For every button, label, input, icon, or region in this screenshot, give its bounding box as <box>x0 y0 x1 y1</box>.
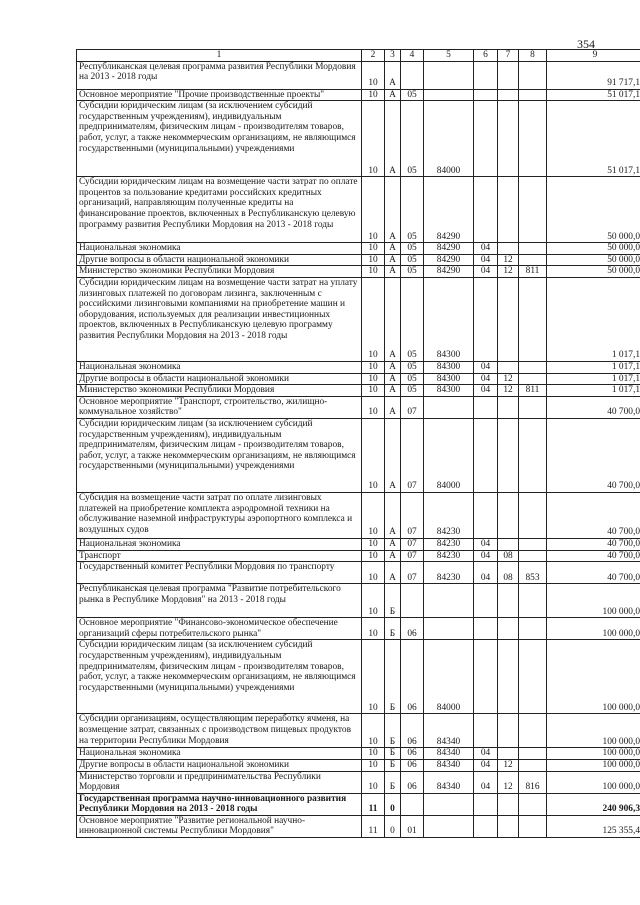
subsection-cell: 12 <box>498 266 519 278</box>
subsection-cell: 08 <box>498 562 519 584</box>
code-cell: 05 <box>401 177 424 243</box>
code-cell <box>424 396 474 418</box>
header-cell: 4 <box>401 50 424 62</box>
code-cell: 84000 <box>424 418 474 492</box>
code-cell: 84230 <box>424 562 474 584</box>
item-name-cell: Основное мероприятие "Финансово-экономическое обеспечение организаций сферы потребительского рынка" <box>77 618 362 640</box>
section-cell <box>474 177 498 243</box>
section-cell <box>474 277 498 361</box>
code-cell: 10 <box>362 492 385 538</box>
section-cell: 04 <box>474 759 498 771</box>
code-cell: 84340 <box>424 771 474 793</box>
subsection-cell: 12 <box>498 771 519 793</box>
code-cell: Б <box>385 748 401 760</box>
code-cell: 84290 <box>424 266 474 278</box>
agency-cell <box>519 714 547 748</box>
section-cell: 04 <box>474 243 498 255</box>
code-cell: 05 <box>401 254 424 266</box>
item-name-cell: Транспорт <box>77 550 362 562</box>
amount-cell: 100 000,0 <box>547 584 640 618</box>
code-cell: 0 <box>385 815 401 837</box>
code-cell: 07 <box>401 562 424 584</box>
code-cell: 10 <box>362 771 385 793</box>
item-name-cell: Субсидии юридическим лицам (за исключением субсидий государственным учреждениям), индивидуальным предпринимателям, физическим лицам - производителям товаров, работ, услуг, а также некоммерческим организациям, не являющимся государственными (муниципальными) учреждениями <box>77 101 362 177</box>
item-name-cell: Субсидии юридическим лицам (за исключением субсидий государственным учреждениям), индивидуальным предпринимателям, физическим лицам - производителям товаров, работ, услуг, а также некоммерческим организациям, не являющимся государственными (муниципальными) учреждениями <box>77 640 362 714</box>
code-cell: 11 <box>362 793 385 815</box>
section-cell: 04 <box>474 748 498 760</box>
section-cell <box>474 714 498 748</box>
subsection-cell <box>498 418 519 492</box>
amount-cell: 1 017,1 <box>547 385 640 397</box>
amount-cell: 50 000,0 <box>547 243 640 255</box>
code-cell: 11 <box>362 815 385 837</box>
amount-cell: 100 000,0 <box>547 771 640 793</box>
code-cell: 07 <box>401 396 424 418</box>
section-cell: 04 <box>474 538 498 550</box>
code-cell: 84000 <box>424 101 474 177</box>
table-row <box>77 385 640 397</box>
section-cell <box>474 492 498 538</box>
agency-cell <box>519 618 547 640</box>
table-row <box>77 815 640 837</box>
subsection-cell <box>498 492 519 538</box>
table-row <box>77 361 640 373</box>
section-cell: 04 <box>474 373 498 385</box>
item-name-cell: Субсидии юридическим лицам на возмещение части затрат по оплате процентов за пользование кредитами российских кредитных организаций, направляющим полученные кредиты на финансирование проектов, включенных в Республиканскую целевую программу развития Республики Мордовия на 2013 - 2018 годы <box>77 177 362 243</box>
table-row <box>77 562 640 584</box>
code-cell <box>424 815 474 837</box>
item-name-cell: Национальная экономика <box>77 243 362 255</box>
item-name-cell: Другие вопросы в области национальной экономики <box>77 759 362 771</box>
code-cell <box>424 584 474 618</box>
item-name-cell: Основное мероприятие "Прочие производственные проекты" <box>77 89 362 101</box>
item-name-cell: Министерство торговли и предпринимательства Республики Мордовия <box>77 771 362 793</box>
agency-cell <box>519 101 547 177</box>
item-name-cell: Министерство экономики Республики Мордовия <box>77 266 362 278</box>
code-cell: А <box>385 277 401 361</box>
code-cell: 10 <box>362 418 385 492</box>
agency-cell: 816 <box>519 771 547 793</box>
code-cell: 10 <box>362 618 385 640</box>
section-cell <box>474 61 498 89</box>
amount-cell: 40 700,0 <box>547 492 640 538</box>
table-row <box>77 714 640 748</box>
table-row <box>77 243 640 255</box>
amount-cell: 100 000,0 <box>547 714 640 748</box>
code-cell: 84000 <box>424 640 474 714</box>
item-name-cell: Основное мероприятие "Развитие региональной научно-инновационной системы Республики Мордовия" <box>77 815 362 837</box>
header-cell: 1 <box>77 50 362 62</box>
amount-cell: 40 700,0 <box>547 550 640 562</box>
table-row <box>77 266 640 278</box>
table-row <box>77 771 640 793</box>
item-name-cell: Государственный комитет Республики Мордовия по транспорту <box>77 562 362 584</box>
item-name-cell: Национальная экономика <box>77 748 362 760</box>
subsection-cell: 12 <box>498 759 519 771</box>
code-cell: А <box>385 89 401 101</box>
agency-cell <box>519 815 547 837</box>
table-row <box>77 373 640 385</box>
section-cell <box>474 101 498 177</box>
code-cell <box>424 793 474 815</box>
subsection-cell <box>498 101 519 177</box>
code-cell <box>424 89 474 101</box>
item-name-cell: Основное мероприятие "Транспорт, строительство, жилищно-коммунальное хозяйство" <box>77 396 362 418</box>
table-row <box>77 492 640 538</box>
amount-cell: 100 000,0 <box>547 640 640 714</box>
agency-cell <box>519 550 547 562</box>
code-cell <box>401 584 424 618</box>
table-row <box>77 101 640 177</box>
amount-cell: 51 017,1 <box>547 89 640 101</box>
code-cell: Б <box>385 584 401 618</box>
table-row <box>77 89 640 101</box>
subsection-cell <box>498 538 519 550</box>
agency-cell: 811 <box>519 385 547 397</box>
header-cell: 3 <box>385 50 401 62</box>
subsection-cell <box>498 640 519 714</box>
amount-cell: 100 000,0 <box>547 748 640 760</box>
code-cell: 84290 <box>424 254 474 266</box>
code-cell: А <box>385 361 401 373</box>
amount-cell: 1 017,1 <box>547 361 640 373</box>
header-cell: 5 <box>424 50 474 62</box>
code-cell: А <box>385 266 401 278</box>
table-row <box>77 618 640 640</box>
code-cell: А <box>385 373 401 385</box>
subsection-cell: 08 <box>498 550 519 562</box>
code-cell: 10 <box>362 550 385 562</box>
agency-cell <box>519 759 547 771</box>
code-cell: А <box>385 396 401 418</box>
code-cell: Б <box>385 771 401 793</box>
code-cell: 84340 <box>424 759 474 771</box>
table-row <box>77 277 640 361</box>
code-cell: 84230 <box>424 492 474 538</box>
agency-cell: 811 <box>519 266 547 278</box>
code-cell: 10 <box>362 101 385 177</box>
code-cell: 06 <box>401 618 424 640</box>
agency-cell <box>519 243 547 255</box>
code-cell: 84300 <box>424 277 474 361</box>
item-name-cell: Республиканская целевая программа "Развитие потребительского рынка в Республике Мордовия" на 2013 - 2018 годы <box>77 584 362 618</box>
code-cell: 06 <box>401 771 424 793</box>
amount-cell: 40 700,0 <box>547 396 640 418</box>
code-cell <box>401 61 424 89</box>
item-name-cell: Субсидии организациям, осуществляющим переработку ячменя, на возмещение затрат, связанных с производством пищевых продуктов на территории Республики Мордовия <box>77 714 362 748</box>
subsection-cell <box>498 748 519 760</box>
section-cell <box>474 793 498 815</box>
table-row <box>77 584 640 618</box>
item-name-cell: Субсидии юридическим лицам (за исключением субсидий государственным учреждениям), индивидуальным предпринимателям, физическим лицам - производителям товаров, работ, услуг, а также некоммерческим организациям, не являющимся государственными (муниципальными) учреждениями <box>77 418 362 492</box>
agency-cell <box>519 373 547 385</box>
table-row <box>77 748 640 760</box>
page-number: 354 <box>577 37 595 51</box>
header-row <box>77 50 640 62</box>
code-cell: 05 <box>401 277 424 361</box>
amount-cell: 100 000,0 <box>547 618 640 640</box>
amount-cell: 40 700,0 <box>547 562 640 584</box>
item-name-cell: Другие вопросы в области национальной экономики <box>77 254 362 266</box>
code-cell: 84290 <box>424 243 474 255</box>
subsection-cell <box>498 714 519 748</box>
agency-cell <box>519 492 547 538</box>
subsection-cell <box>498 396 519 418</box>
amount-cell: 100 000,0 <box>547 759 640 771</box>
code-cell: 05 <box>401 89 424 101</box>
table-row <box>77 550 640 562</box>
code-cell: 07 <box>401 492 424 538</box>
agency-cell <box>519 61 547 89</box>
code-cell: 10 <box>362 748 385 760</box>
code-cell: 10 <box>362 396 385 418</box>
code-cell: 84300 <box>424 385 474 397</box>
code-cell: Б <box>385 759 401 771</box>
code-cell: Б <box>385 640 401 714</box>
code-cell: 10 <box>362 759 385 771</box>
item-name-cell: Другие вопросы в области национальной экономики <box>77 373 362 385</box>
section-cell <box>474 815 498 837</box>
agency-cell <box>519 418 547 492</box>
code-cell: А <box>385 492 401 538</box>
code-cell: 10 <box>362 243 385 255</box>
agency-cell <box>519 277 547 361</box>
code-cell: 07 <box>401 538 424 550</box>
amount-cell: 125 355,4 <box>547 815 640 837</box>
section-cell <box>474 396 498 418</box>
agency-cell <box>519 748 547 760</box>
subsection-cell <box>498 177 519 243</box>
code-cell: 10 <box>362 714 385 748</box>
subsection-cell <box>498 584 519 618</box>
section-cell <box>474 418 498 492</box>
code-cell: А <box>385 101 401 177</box>
code-cell <box>401 793 424 815</box>
code-cell: А <box>385 562 401 584</box>
code-cell: 05 <box>401 266 424 278</box>
header-cell: 8 <box>519 50 547 62</box>
code-cell: 10 <box>362 177 385 243</box>
code-cell: А <box>385 538 401 550</box>
code-cell: 10 <box>362 89 385 101</box>
table-row <box>77 61 640 89</box>
code-cell: 06 <box>401 640 424 714</box>
code-cell: 84300 <box>424 361 474 373</box>
code-cell: 06 <box>401 748 424 760</box>
section-cell <box>474 618 498 640</box>
code-cell: А <box>385 243 401 255</box>
code-cell <box>424 618 474 640</box>
section-cell: 04 <box>474 385 498 397</box>
item-name-cell: Субсидия на возмещение части затрат по оплате лизинговых платежей на приобретение комплекта аэродромной техники на обслуживание наземной инфраструктуры аэропортного комплекса и воздушных судов <box>77 492 362 538</box>
code-cell: 84340 <box>424 714 474 748</box>
subsection-cell <box>498 618 519 640</box>
agency-cell <box>519 538 547 550</box>
subsection-cell <box>498 815 519 837</box>
agency-cell <box>519 396 547 418</box>
subsection-cell <box>498 89 519 101</box>
code-cell: 05 <box>401 243 424 255</box>
code-cell: 06 <box>401 759 424 771</box>
code-cell: 10 <box>362 538 385 550</box>
code-cell: А <box>385 61 401 89</box>
item-name-cell: Министерство экономики Республики Мордовия <box>77 385 362 397</box>
amount-cell: 91 717,1 <box>547 61 640 89</box>
subsection-cell <box>498 361 519 373</box>
header-cell: 2 <box>362 50 385 62</box>
amount-cell: 1 017,1 <box>547 277 640 361</box>
item-name-cell: Национальная экономика <box>77 361 362 373</box>
section-cell: 04 <box>474 562 498 584</box>
amount-cell: 240 906,3 <box>547 793 640 815</box>
table-row <box>77 254 640 266</box>
code-cell <box>424 61 474 89</box>
amount-cell: 51 017,1 <box>547 101 640 177</box>
item-name-cell: Государственная программа научно-инновационного развития Республики Мордовия на 2013 - 2018 годы <box>77 793 362 815</box>
code-cell: 10 <box>362 385 385 397</box>
amount-cell: 1 017,1 <box>547 373 640 385</box>
code-cell: 84290 <box>424 177 474 243</box>
code-cell: А <box>385 385 401 397</box>
code-cell: 05 <box>401 101 424 177</box>
code-cell: 84300 <box>424 373 474 385</box>
code-cell: 10 <box>362 254 385 266</box>
table-row <box>77 177 640 243</box>
code-cell: Б <box>385 714 401 748</box>
subsection-cell <box>498 793 519 815</box>
subsection-cell <box>498 243 519 255</box>
code-cell: 10 <box>362 640 385 714</box>
code-cell: Б <box>385 618 401 640</box>
section-cell <box>474 584 498 618</box>
item-name-cell: Субсидии юридическим лицам на возмещение части затрат на уплату лизинговых платежей по договорам лизинга, заключенным с российскими лизинговыми компаниями на приобретение машин и оборудования, используемых для реализации инвестиционных проектов, включенных в Республиканскую целевую программу развития Республики Мордовия на 2013 - 2018 годы <box>77 277 362 361</box>
section-cell: 04 <box>474 361 498 373</box>
header-cell: 7 <box>498 50 519 62</box>
agency-cell <box>519 793 547 815</box>
code-cell: 10 <box>362 584 385 618</box>
code-cell: 0 <box>385 793 401 815</box>
item-name-cell: Республиканская целевая программа развития Республики Мордовия на 2013 - 2018 годы <box>77 61 362 89</box>
subsection-cell: 12 <box>498 254 519 266</box>
table-row <box>77 418 640 492</box>
agency-cell <box>519 640 547 714</box>
section-cell: 04 <box>474 550 498 562</box>
code-cell: 10 <box>362 266 385 278</box>
amount-cell: 40 700,0 <box>547 538 640 550</box>
subsection-cell: 12 <box>498 373 519 385</box>
amount-cell: 50 000,0 <box>547 266 640 278</box>
item-name-cell: Национальная экономика <box>77 538 362 550</box>
code-cell: А <box>385 550 401 562</box>
code-cell: А <box>385 177 401 243</box>
code-cell: 07 <box>401 418 424 492</box>
code-cell: 84230 <box>424 538 474 550</box>
budget-table <box>76 49 640 838</box>
subsection-cell: 12 <box>498 385 519 397</box>
amount-cell: 40 700,0 <box>547 418 640 492</box>
table-row <box>77 793 640 815</box>
code-cell: 10 <box>362 562 385 584</box>
agency-cell <box>519 177 547 243</box>
amount-cell: 50 000,0 <box>547 254 640 266</box>
header-cell: 9 <box>547 50 640 62</box>
agency-cell <box>519 254 547 266</box>
agency-cell: 853 <box>519 562 547 584</box>
section-cell <box>474 640 498 714</box>
code-cell: 07 <box>401 550 424 562</box>
code-cell: 05 <box>401 373 424 385</box>
code-cell: 10 <box>362 61 385 89</box>
table-row <box>77 759 640 771</box>
section-cell: 04 <box>474 771 498 793</box>
table-row <box>77 538 640 550</box>
code-cell: 06 <box>401 714 424 748</box>
code-cell: А <box>385 254 401 266</box>
code-cell: 10 <box>362 277 385 361</box>
agency-cell <box>519 361 547 373</box>
code-cell: 05 <box>401 361 424 373</box>
section-cell <box>474 89 498 101</box>
agency-cell <box>519 584 547 618</box>
table-row <box>77 640 640 714</box>
section-cell: 04 <box>474 254 498 266</box>
agency-cell <box>519 89 547 101</box>
code-cell: 01 <box>401 815 424 837</box>
code-cell: 10 <box>362 373 385 385</box>
code-cell: 84230 <box>424 550 474 562</box>
code-cell: 05 <box>401 385 424 397</box>
code-cell: 84340 <box>424 748 474 760</box>
code-cell: 10 <box>362 361 385 373</box>
subsection-cell <box>498 277 519 361</box>
header-cell: 6 <box>474 50 498 62</box>
amount-cell: 50 000,0 <box>547 177 640 243</box>
section-cell: 04 <box>474 266 498 278</box>
table-row <box>77 396 640 418</box>
subsection-cell <box>498 61 519 89</box>
code-cell: А <box>385 418 401 492</box>
